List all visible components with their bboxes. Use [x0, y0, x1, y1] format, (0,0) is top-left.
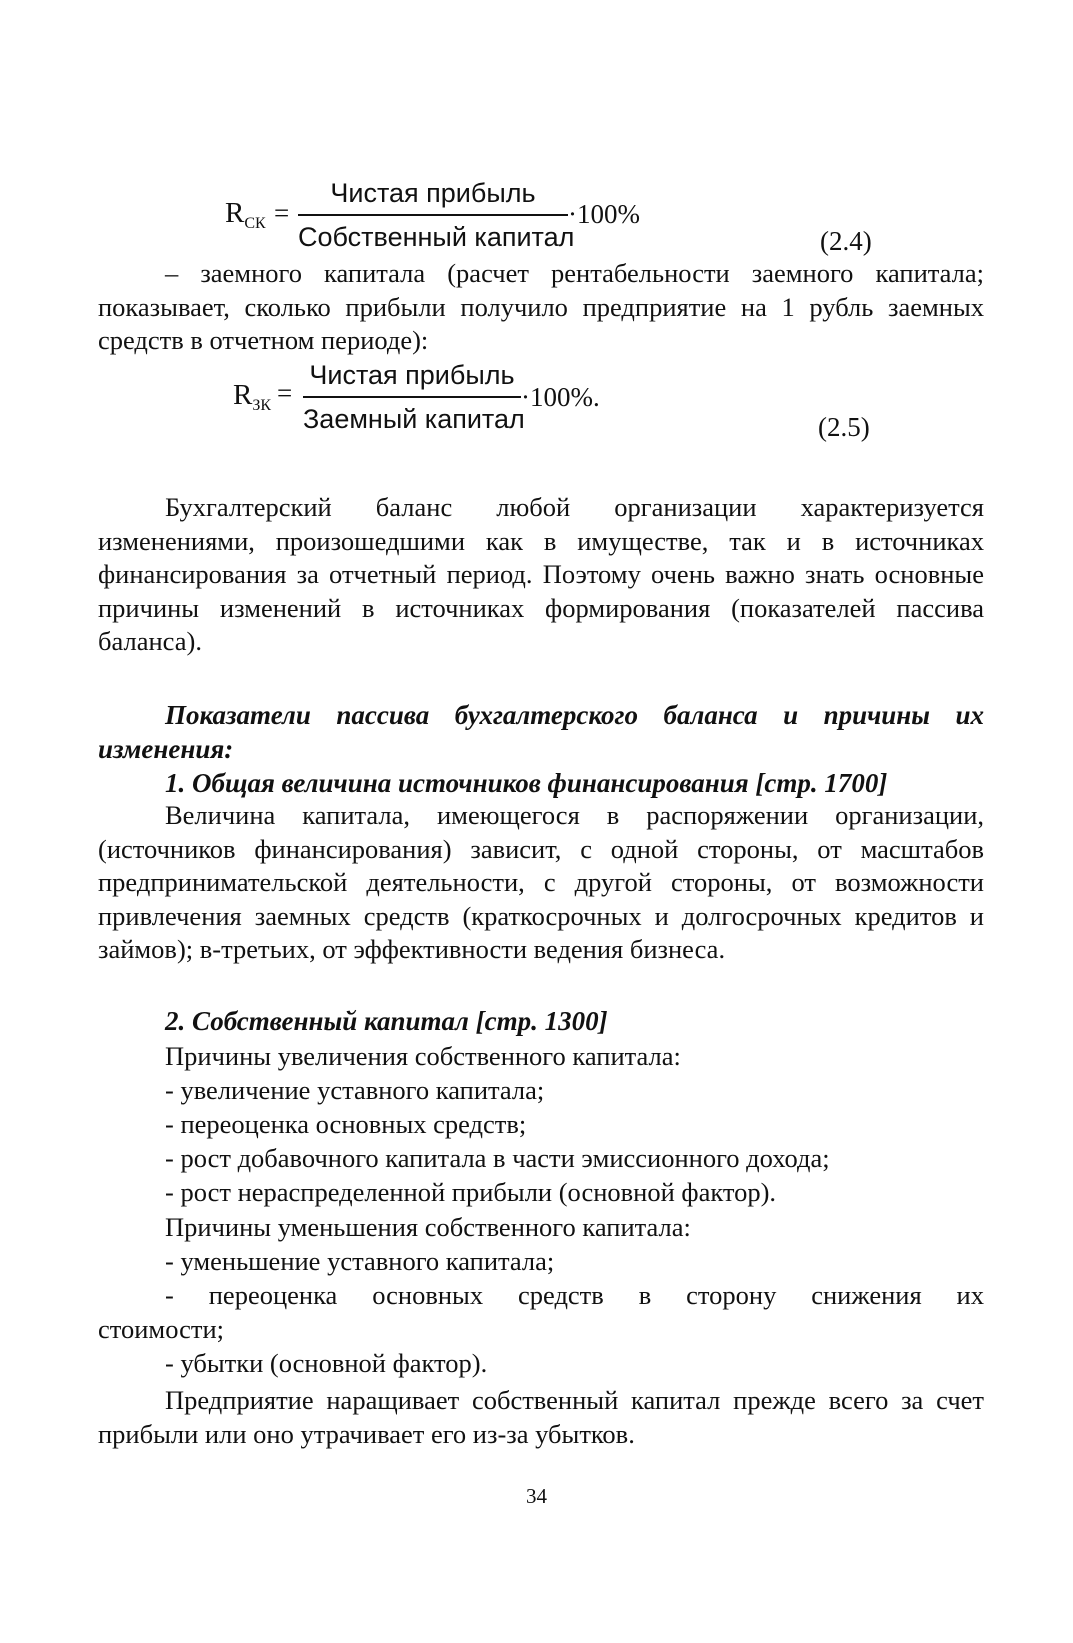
list-item: - рост добавочного капитала в части эмиссионного дохода;	[165, 1143, 830, 1173]
formula-denominator: Заемный капитал	[303, 403, 525, 434]
fraction-bar	[303, 396, 521, 398]
item-2-heading: 2. Собственный капитал [стр. 1300]	[165, 1006, 608, 1036]
formula-multiplier: ·100%	[568, 199, 640, 229]
item-1-text: Величина капитала, имеющегося в распоряжении организации, (источников финансирования) зависит, с одной стороны, от масштабов предпринимательской деятельности, с другой стороны, от возможности привлечения заемных средств (краткосрочных и долгосрочных кредитов и займов); в-третьих, от эффективности ведения бизнеса.	[98, 800, 984, 964]
paragraph-loan-capital: – заемного капитала (расчет рентабельности заемного капитала; показывает, сколько прибыли получило предприятие на 1 рубль заемных средств в отчетном периоде):	[98, 258, 984, 355]
formula-numerator: Чистая прибыль	[309, 360, 515, 390]
list-item: - увеличение уставного капитала;	[165, 1075, 545, 1105]
equation-number: (2.5)	[818, 412, 870, 442]
formula-fraction	[298, 178, 575, 252]
increase-title: Причины увеличения собственного капитала:	[165, 1041, 681, 1071]
conclusion-paragraph: Предприятие наращивает собственный капитал прежде всего за счет прибыли или оно утрачивает его из-за убытков.	[98, 1385, 984, 1449]
formula-equals: =	[277, 378, 293, 408]
item-1-heading: 1. Общая величина источников финансирования [стр. 1700]	[165, 768, 888, 798]
equation-number: (2.4)	[820, 226, 872, 256]
formula-multiplier: ·100%.	[521, 382, 600, 412]
list-item: - переоценка основных средств;	[165, 1109, 527, 1139]
fraction-bar	[298, 214, 568, 216]
formula-equals: =	[274, 198, 290, 228]
page-number: 34	[526, 1484, 547, 1508]
list-item: - уменьшение уставного капитала;	[165, 1246, 555, 1276]
section-heading: Показатели пассива бухгалтерского баланса и причины их изменения:	[98, 700, 984, 764]
formula-fraction	[303, 360, 525, 434]
formula-denominator: Собственный капитал	[298, 221, 575, 252]
formula-lhs: $R_{СК}$	[225, 197, 266, 232]
list-item: - рост нераспределенной прибыли (основной фактор).	[165, 1177, 777, 1207]
list-item: - переоценка основных средств в сторону снижения их стоимости;	[98, 1280, 984, 1344]
decrease-title: Причины уменьшения собственного капитала:	[165, 1212, 691, 1242]
list-item: - убытки (основной фактор).	[165, 1348, 488, 1378]
formula-numerator: Чистая прибыль	[330, 178, 536, 208]
paragraph-balance: Бухгалтерский баланс любой организации характеризуется изменениями, произошедшими как в имуществе, так и в источниках финансирования за отчетный период. Поэтому очень важно знать основные причины изменений в источниках формирования (показателей пассива баланса).	[98, 492, 984, 656]
formula-lhs: $R_{ЗК}$	[233, 379, 272, 414]
